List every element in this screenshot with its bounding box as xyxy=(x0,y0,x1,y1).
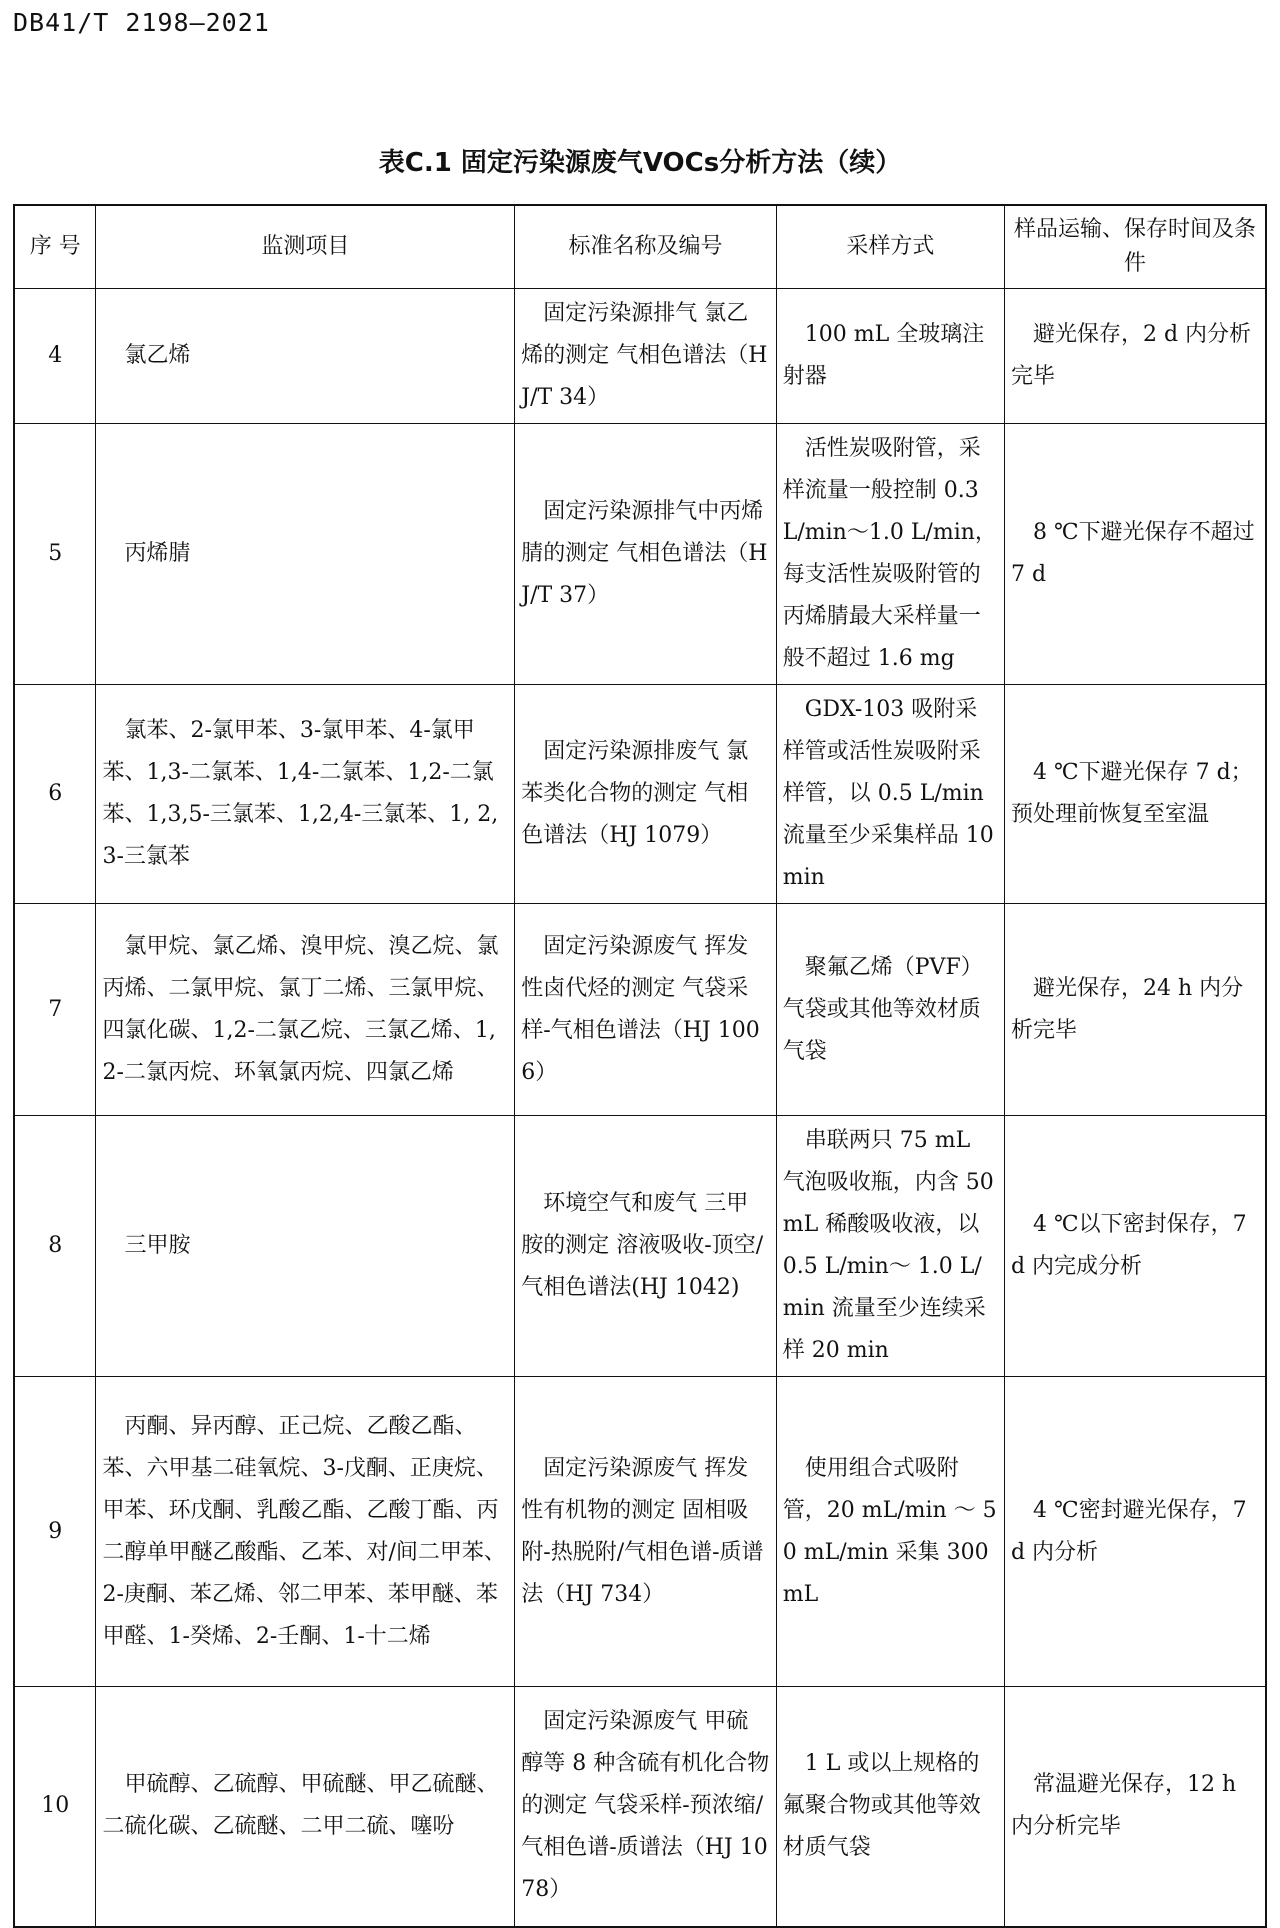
storage-condition: 避光保存，24 h 内分析完毕 xyxy=(1004,904,1266,1116)
standard-name: 固定污染源排气中丙烯腈的测定 气相色谱法（HJ/T 37） xyxy=(515,424,776,685)
row-number: 8 xyxy=(14,1116,96,1377)
row-number: 5 xyxy=(14,424,96,685)
row-number: 7 xyxy=(14,904,96,1116)
table-row xyxy=(14,1116,1266,1377)
table-row xyxy=(14,1687,1266,1927)
monitoring-item: 丙酮、异丙醇、正己烷、乙酸乙酯、苯、六甲基二硅氧烷、3-戊酮、正庚烷、甲苯、环戊酮、乳酸乙酯、乙酸丁酯、丙二醇单甲醚乙酸酯、乙苯、对/间二甲苯、2-庚酮、苯乙烯、邻二甲苯、苯甲醚、苯甲醛、1-癸烯、2-壬酮、1-十二烯 xyxy=(96,1377,515,1687)
standard-name: 固定污染源废气 挥发性有机物的测定 固相吸附-热脱附/气相色谱-质谱法（HJ 734） xyxy=(515,1377,776,1687)
monitoring-item: 氯甲烷、氯乙烯、溴甲烷、溴乙烷、氯丙烯、二氯甲烷、氯丁二烯、三氯甲烷、四氯化碳、1,2-二氯乙烷、三氯乙烯、1,2-二氯丙烷、环氧氯丙烷、四氯乙烯 xyxy=(96,904,515,1116)
header-item: 监测项目 xyxy=(96,205,515,289)
table-caption: 表C.1 固定污染源废气VOCs分析方法（续） xyxy=(378,148,902,178)
sampling-method: 串联两只 75 mL 气泡吸收瓶，内含 50 mL 稀酸吸收液，以 0.5 L/min～ 1.0 L/min 流量至少连续采样 20 min xyxy=(776,1116,1004,1377)
storage-condition: 常温避光保存，12 h 内分析完毕 xyxy=(1004,1687,1266,1927)
header-sampling: 采样方式 xyxy=(776,205,1004,289)
table-row xyxy=(14,685,1266,904)
header-no: 序 号 xyxy=(14,205,96,289)
standard-name: 固定污染源排废气 氯苯类化合物的测定 气相色谱法（HJ 1079） xyxy=(515,685,776,904)
sampling-method: 活性炭吸附管，采样流量一般控制 0.3 L/min～1.0 L/min，每支活性炭吸附管的丙烯腈最大采样量一般不超过 1.6 mg xyxy=(776,424,1004,685)
standard-name: 固定污染源排气 氯乙烯的测定 气相色谱法（HJ/T 34） xyxy=(515,289,776,424)
sampling-method: GDX-103 吸附采样管或活性炭吸附采样管，以 0.5 L/min 流量至少采集样品 10 min xyxy=(776,685,1004,904)
monitoring-item: 三甲胺 xyxy=(96,1116,515,1377)
sampling-method: 100 mL 全玻璃注射器 xyxy=(776,289,1004,424)
standard-name: 环境空气和废气 三甲胺的测定 溶液吸收-顶空/气相色谱法(HJ 1042) xyxy=(515,1116,776,1377)
row-number: 4 xyxy=(14,289,96,424)
row-number: 6 xyxy=(14,685,96,904)
table-row xyxy=(14,904,1266,1116)
monitoring-item: 氯乙烯 xyxy=(96,289,515,424)
standard-name: 固定污染源废气 挥发性卤代烃的测定 气袋采样-气相色谱法（HJ 1006） xyxy=(515,904,776,1116)
storage-condition: 8 ℃下避光保存不超过 7 d xyxy=(1004,424,1266,685)
storage-condition: 4 ℃下避光保存 7 d；预处理前恢复至室温 xyxy=(1004,685,1266,904)
row-number: 10 xyxy=(14,1687,96,1927)
storage-condition: 4 ℃密封避光保存，7 d 内分析 xyxy=(1004,1377,1266,1687)
vocs-method-table xyxy=(13,204,1267,1928)
monitoring-item: 甲硫醇、乙硫醇、甲硫醚、甲乙硫醚、二硫化碳、乙硫醚、二甲二硫、噻吩 xyxy=(96,1687,515,1927)
storage-condition: 避光保存，2 d 内分析完毕 xyxy=(1004,289,1266,424)
sampling-method: 使用组合式吸附管，20 mL/min ～ 50 mL/min 采集 300 mL xyxy=(776,1377,1004,1687)
header-standard: 标准名称及编号 xyxy=(515,205,776,289)
sampling-method: 1 L 或以上规格的氟聚合物或其他等效材质气袋 xyxy=(776,1687,1004,1927)
table-row xyxy=(14,1377,1266,1687)
row-number: 9 xyxy=(14,1377,96,1687)
table-row xyxy=(14,424,1266,685)
sampling-method: 聚氟乙烯（PVF）气袋或其他等效材质气袋 xyxy=(776,904,1004,1116)
table-row xyxy=(14,289,1266,424)
standard-name: 固定污染源废气 甲硫醇等 8 种含硫有机化合物的测定 气袋采样-预浓缩/气相色谱-质谱法（HJ 1078） xyxy=(515,1687,776,1927)
header-storage: 样品运输、保存时间及条件 xyxy=(1004,205,1266,289)
monitoring-item: 氯苯、2-氯甲苯、3-氯甲苯、4-氯甲苯、1,3-二氯苯、1,4-二氯苯、1,2-二氯苯、1,3,5-三氯苯、1,2,4-三氯苯、1, 2,3-三氯苯 xyxy=(96,685,515,904)
document-code: DB41/T 2198—2021 xyxy=(13,8,270,37)
monitoring-item: 丙烯腈 xyxy=(96,424,515,685)
table-header-row xyxy=(14,205,1266,289)
storage-condition: 4 ℃以下密封保存，7 d 内完成分析 xyxy=(1004,1116,1266,1377)
